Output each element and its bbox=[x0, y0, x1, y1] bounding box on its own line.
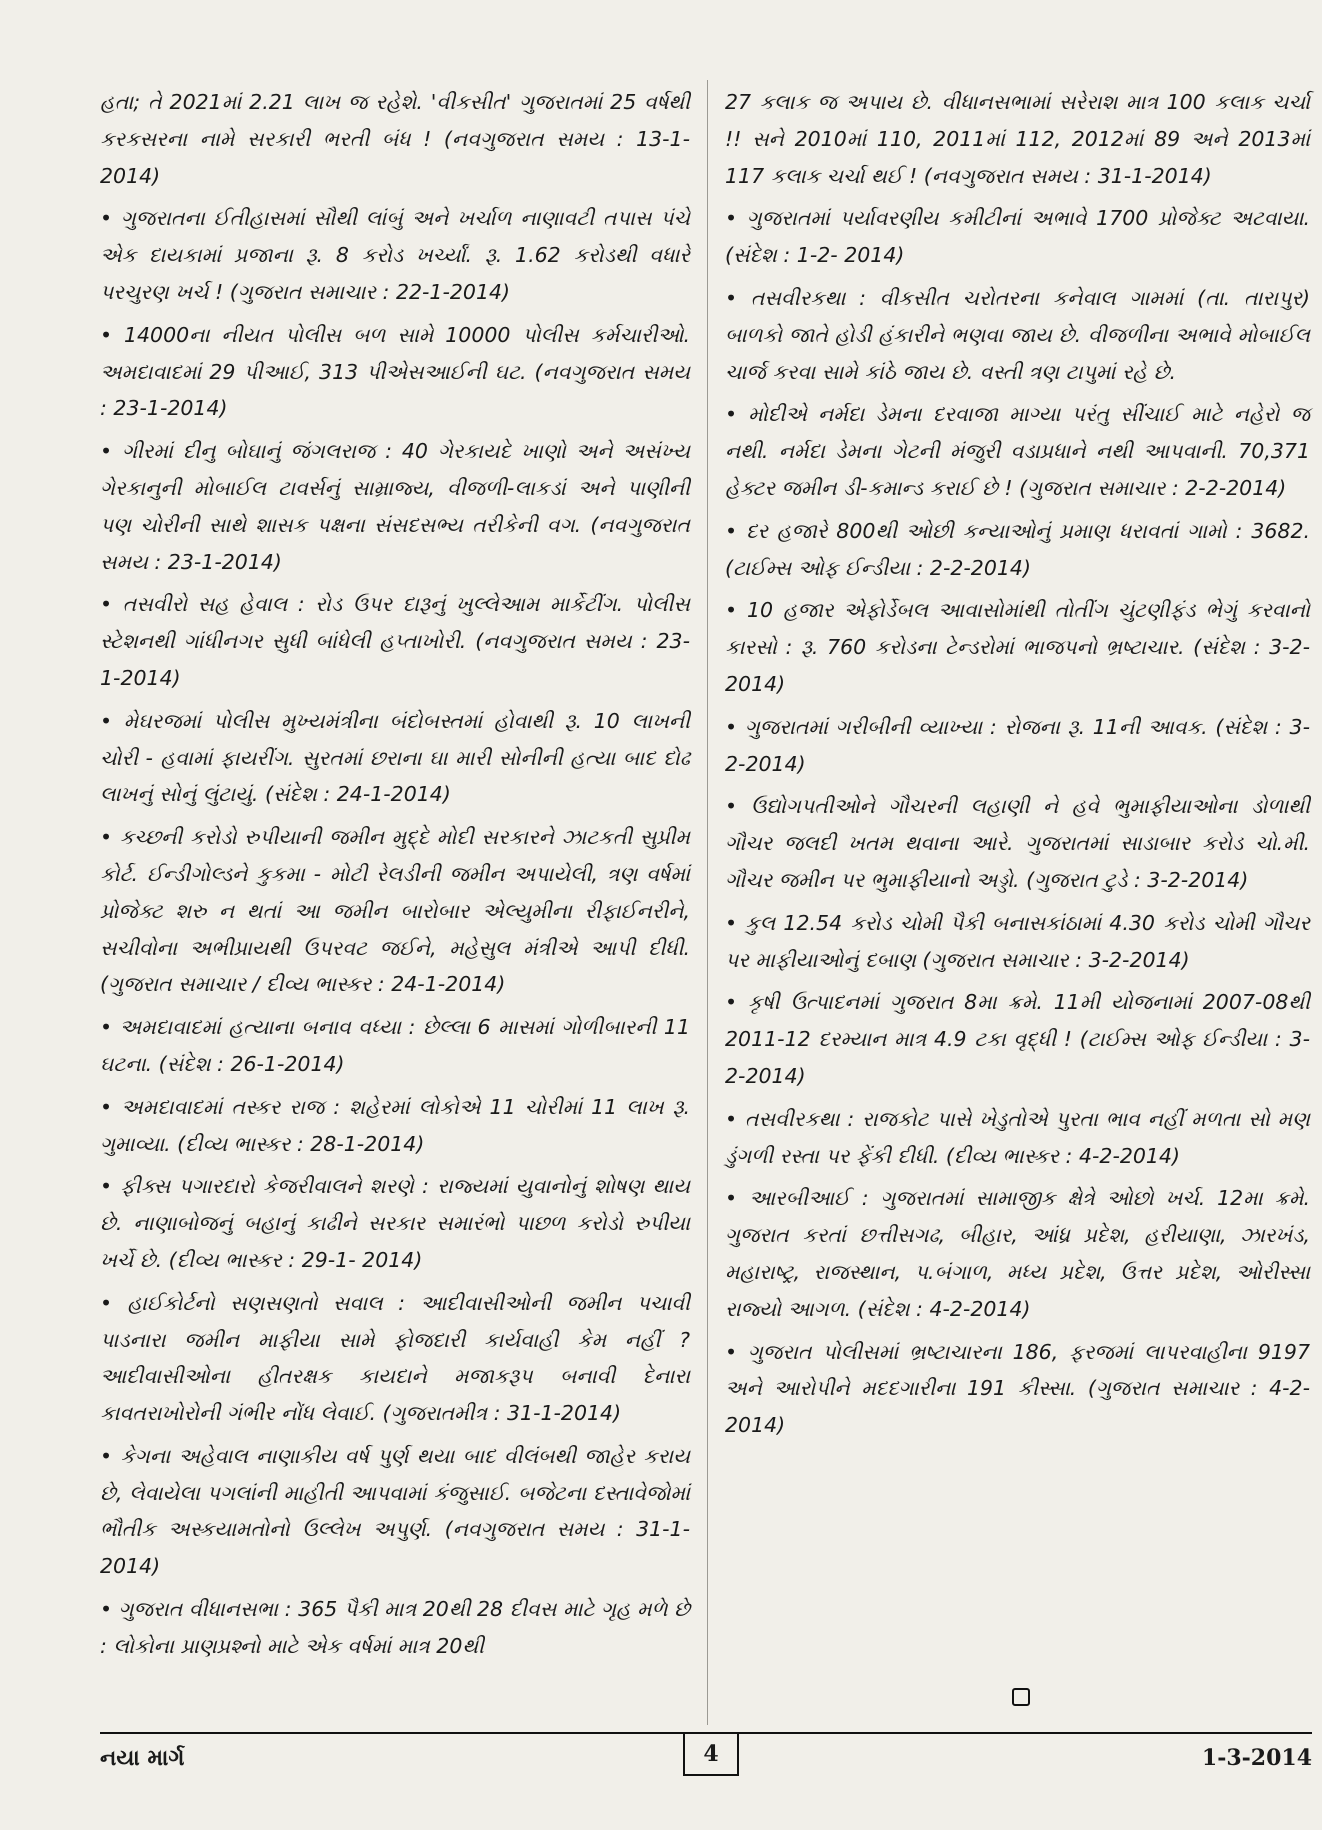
news-item: 27 કલાક જ અપાય છે. વીધાનસભામાં સરેરાશ માત્ર 100 કલાક ચર્ચા !! સને 2010માં 110, 2011માં 112, 2012માં 89 અને 2013માં 117 કલાક ચર્ચા થઈ ! (નવગુજરાત સમય : 31-1-2014) bbox=[725, 90, 1310, 188]
news-item: • અમદાવાદમાં હત્યાના બનાવ વધ્યા : છેલ્લા 6 માસમાં ગોળીબારની 11 ઘટના. (સંદેશ : 26-1-2014) bbox=[100, 1015, 690, 1076]
news-item: • હાઈકોર્ટનો સણસણતો સવાલ : આદીવાસીઓની જમીન પચાવી પાડનારા જમીન માફીયા સામે ફોજદારી કાર્યવાહી કેમ નહીં ? આદીવાસીઓના હીતરક્ષક કાયદાને મજાકરૂપ બનાવી દેનારા કાવતરાખોરોની ગંભીર નોંધ લેવાઈ. (ગુજરાતમીત્ર : 31-1-2014) bbox=[100, 1290, 690, 1426]
end-of-article-box-icon bbox=[1012, 1688, 1030, 1706]
news-item: • ગુજરાતમાં ગરીબીની વ્યાખ્યા : રોજના રૂ. 11ની આવક. (સંદેશ : 3-2-2014) bbox=[725, 714, 1310, 776]
news-item: • અમદાવાદમાં તસ્કર રાજ : શહેરમાં લોકોએ 11 ચોરીમાં 11 લાખ રૂ. ગુમાવ્યા. (દીવ્ય ભાસ્કર : 28-1-2014) bbox=[100, 1094, 690, 1156]
issue-date: 1-3-2014 bbox=[1201, 1745, 1312, 1771]
news-item: • દર હજારે 800થી ઓછી કન્યાઓનું પ્રમાણ ધરાવતાં ગામો : 3682. (ટાઈમ્સ ઓફ ઈન્ડીયા : 2-2-2014) bbox=[725, 518, 1310, 580]
page-number: 4 bbox=[683, 1734, 739, 1776]
news-item: • ગીરમાં દીનુ બોઘાનું જંગલરાજ : 40 ગેરકાયદે ખાણો અને અસંખ્ય ગેરકાનુની મોબાઈલ ટાવર્સનું સામ્રાજ્ય, વીજળી-લાકડાં અને પાણીની પણ ચોરીની સાથે શાસક પક્ષના સંસદસભ્ય તરીકેની વગ. (નવગુજરાત સમય : 23-1-2014) bbox=[100, 439, 690, 574]
right-column bbox=[725, 84, 1310, 1450]
news-item: હતા; તે 2021માં 2.21 લાખ જ રહેશે. 'વીકસીત' ગુજરાતમાં 25 વર્ષથી કરકસરના નામે સરકારી ભરતી બંધ ! (નવગુજરાત સમય : 13-1- 2014) bbox=[100, 90, 690, 188]
column-divider bbox=[707, 80, 708, 1725]
news-item: • કુલ 12.54 કરોડ ચોમી પૈકી બનાસકાંઠામાં 4.30 કરોડ ચોમી ગૌચર પર માફીયાઓનું દબાણ (ગુજરાત સમાચાર : 3-2-2014) bbox=[725, 910, 1310, 972]
news-item: • તસવીરો સહ હેવાલ : રોડ ઉપર દારૂનું ખુલ્લેઆમ માર્કેટીંગ. પોલીસ સ્ટેશનથી ગાંધીનગર સુધી બાંધેલી હપ્તાખોરી. (નવગુજરાત સમય : 23-1-2014) bbox=[100, 592, 690, 690]
news-item: • કેગના અહેવાલ નાણાકીય વર્ષ પુર્ણ થયા બાદ વીલંબથી જાહેર કરાય છે, લેવાયેલા પગલાંની માહીતી આપવામાં કંજુસાઈ. બજેટના દસ્તાવેજોમાં ભૌતીક અસ્કયામતોનો ઉલ્લેખ અપુર્ણ. (નવગુજરાત સમય : 31-1-2014) bbox=[100, 1443, 690, 1579]
news-item: • તસવીરકથા : રાજકોટ પાસે ખેડુતોએ પુરતા ભાવ નહીં મળતા સો મણ ડુંગળી રસ્તા પર ફેંકી દીધી. (દીવ્ય ભાસ્કર : 4-2-2014) bbox=[725, 1106, 1310, 1168]
news-item: • મેઘરજમાં પોલીસ મુખ્યમંત્રીના બંદોબસ્તમાં હોવાથી રૂ. 10 લાખની ચોરી - હવામાં ફાયરીંગ. સુરતમાં છરાના ઘા મારી સોનીની હત્યા બાદ દોઢ લાખનું સોનું લુંટાયું. (સંદેશ : 24-1-2014) bbox=[100, 708, 690, 807]
news-item: • 10 હજાર એફોર્ડેબલ આવાસોમાંથી તોતીંગ ચુંટણીફંડ ભેગું કરવાનો કારસો : રૂ. 760 કરોડના ટેન્ડરોમાં ભાજપનો ભ્રષ્ટાચાર. (સંદેશ : 3-2-2014) bbox=[725, 598, 1310, 696]
news-item: • કૃષી ઉત્પાદનમાં ગુજરાત 8મા ક્રમે. 11મી યોજનામાં 2007-08થી 2011-12 દરમ્યાન માત્ર 4.9 ટકા વૃદ્ધી ! (ટાઈમ્સ ઓફ ઈન્ડીયા : 3-2-2014) bbox=[725, 990, 1310, 1088]
news-item: • ગુજરાતમાં પર્યાવરણીય કમીટીનાં અભાવે 1700 પ્રોજેક્ટ અટવાયા. (સંદેશ : 1-2- 2014) bbox=[725, 206, 1310, 268]
news-item: • આરબીઆઈ : ગુજરાતમાં સામાજીક ક્ષેત્રે ઓછો ખર્ચ. 12મા ક્રમે. ગુજરાત કરતાં છત્તીસગઢ, બીહાર, આંધ્ર પ્રદેશ, હરીયાણા, ઝારખંડ, મહારાષ્ટ્ર, રાજસ્થાન, પ.બંગાળ, મધ્ય પ્રદેશ, ઉત્તર પ્રદેશ, ઓરીસ્સા રાજ્યો આગળ. (સંદેશ : 4-2-2014) bbox=[725, 1186, 1310, 1321]
news-item: • મોદીએ નર્મદા ડેમના દરવાજા માગ્યા પરંતુ સીંચાઈ માટે નહેરો જ નથી. નર્મદા ડેમના ગેટની મંજુરી વડાપ્રધાને નથી આપવાની. 70,371 હેક્ટર જમીન ડી-કમાન્ડ કરાઈ છે ! (ગુજરાત સમાચાર : 2-2-2014) bbox=[725, 402, 1310, 500]
publication-name: નયા માર્ગ bbox=[100, 1745, 185, 1771]
news-item: • ઉદ્યોગપતીઓને ગૌચરની લહાણી ને હવે ભુમાફીયાઓના ડોળાથી ગૌચર જલદી ખતમ થવાના આરે. ગુજરાતમાં સાડાબાર કરોડ ચો.મી. ગૌચર જમીન પર ભુમાફીયાનો અડ્ડો. (ગુજરાત ટુડે : 3-2-2014) bbox=[725, 794, 1310, 892]
news-item: • તસવીરકથા : વીકસીત ચરોતરના કનેવાલ ગામમાં (તા. તારાપુર) બાળકો જાતે હોડી હંકારીને ભણવા જાય છે. વીજળીના અભાવે મોબાઈલ ચાર્જ કરવા સામે કાંઠે જાય છે. વસ્તી ત્રણ ટાપુમાં રહે છે. bbox=[725, 285, 1310, 384]
news-item: • ગુજરાતના ઈતીહાસમાં સૌથી લાંબું અને ખર્ચાળ નાણાવટી તપાસ પંચે એક દાયકામાં પ્રજાના રૂ. 8 કરોડ ખર્ચ્યાં. રૂ. 1.62 કરોડથી વધારે પરચુરણ ખર્ચ ! (ગુજરાત સમાચાર : 22-1-2014) bbox=[100, 206, 690, 304]
news-item: • 14000ના નીયત પોલીસ બળ સામે 10000 પોલીસ કર્મચારીઓ. અમદાવાદમાં 29 પીઆઈ, 313 પીએસઆઈની ઘટ. (નવગુજરાત સમય : 23-1-2014) bbox=[100, 322, 690, 421]
news-item: • ગુજરાત વીધાનસભા : 365 પૈકી માત્ર 20થી 28 દીવસ માટે ગૃહ મળે છે : લોકોના પ્રાણપ્રશ્નો માટે એક વર્ષમાં માત્ર 20થી bbox=[100, 1597, 690, 1658]
left-column bbox=[100, 84, 690, 1671]
news-item: • કચ્છની કરોડો રુપીયાની જમીન મુદ્દે મોદી સરકારને ઝાટકતી સુપ્રીમ કોર્ટ. ઈન્ડીગોલ્ડને કુકમા - મોટી રેલડીની જમીન અપાયેલી, ત્રણ વર્ષમાં પ્રોજેક્ટ શરુ ન થતાં આ જમીન બારોબાર એલ્યુમીના રીફાઈનરીને, સચીવોના અભીપ્રાયથી ઉપરવટ જઈને, મહેસુલ મંત્રીએ આપી દીધી. (ગુજરાત સમાચાર / દીવ્ય ભાસ્કર : 24-1-2014) bbox=[100, 825, 690, 997]
news-item: • ફીક્સ પગારદારો કેજરીવાલને શરણે : રાજ્યમાં યુવાનોનું શોષણ થાય છે. નાણાબોજનું બહાનું કાઢીને સરકાર સમારંભો પાછળ કરોડો રુપીયા ખર્ચે છે. (દીવ્ય ભાસ્કર : 29-1- 2014) bbox=[100, 1174, 690, 1272]
news-item: • ગુજરાત પોલીસમાં ભ્રષ્ટાચારના 186, ફરજમાં લાપરવાહીના 9197 અને આરોપીને મદદગારીના 191 કીસ્સા. (ગુજરાત સમાચાર : 4-2-2014) bbox=[725, 1339, 1310, 1438]
